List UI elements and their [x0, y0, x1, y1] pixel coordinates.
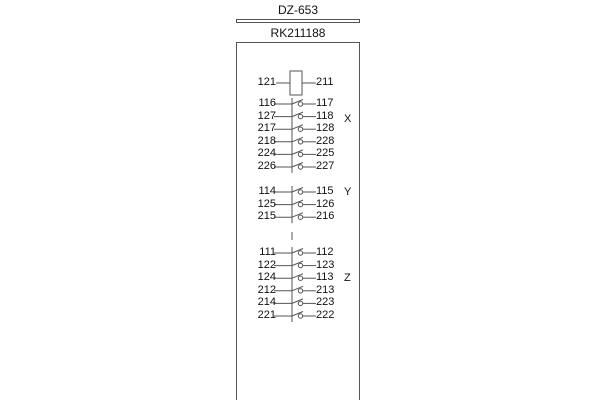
- contact-right-terminal-label: 228: [316, 134, 335, 147]
- contact-node: [298, 314, 302, 318]
- contact-left-terminal-label: 114: [258, 185, 276, 197]
- contact-node: [298, 215, 302, 219]
- contact-right-terminal-label: 115: [316, 185, 334, 197]
- contact-left-terminal-label: 218: [257, 134, 276, 147]
- serial-label: RK211188: [236, 22, 360, 43]
- contact-right-terminal-label: 112: [316, 246, 334, 258]
- contact-right-terminal-label: 227: [316, 160, 335, 172]
- contact-left-terminal-label: 116: [258, 97, 276, 109]
- contact-right-terminal-label: 117: [316, 97, 334, 109]
- contact-right-terminal-label: 113: [316, 271, 334, 284]
- contact-node: [298, 152, 302, 156]
- contact-node: [298, 289, 302, 293]
- contact-right-terminal-label: 216: [316, 210, 335, 223]
- coil-left-terminal-label: 121: [257, 76, 276, 88]
- contact-left-terminal-label: 215: [257, 210, 276, 223]
- contact-left-terminal-label: 212: [257, 283, 276, 296]
- contact-left-terminal-label: 124: [257, 271, 276, 284]
- contact-left-terminal-label: 127: [257, 109, 276, 122]
- group-label-x: X: [344, 113, 352, 126]
- contact-node: [298, 301, 302, 305]
- contact-node: [298, 127, 302, 131]
- group-label-z: Z: [344, 272, 351, 285]
- contact-left-terminal-label: 111: [259, 246, 276, 258]
- contact-node: [298, 251, 302, 255]
- group-label-y: Y: [344, 186, 352, 198]
- contact-right-terminal-label: 118: [316, 109, 334, 122]
- contact-right-terminal-label: 128: [316, 122, 335, 135]
- coil-right-terminal-label: 211: [316, 76, 334, 88]
- contact-node: [298, 202, 302, 206]
- contact-right-terminal-label: 222: [316, 309, 335, 321]
- contact-node: [298, 102, 302, 106]
- contact-left-terminal-label: 217: [257, 122, 276, 135]
- model-label: DZ-653: [236, 0, 360, 20]
- contact-left-terminal-label: 122: [257, 258, 276, 271]
- contact-node: [298, 140, 302, 144]
- contact-left-terminal-label: 226: [257, 160, 276, 172]
- contact-node: [298, 190, 302, 194]
- contact-right-terminal-label: 225: [316, 147, 335, 160]
- contact-right-terminal-label: 213: [316, 283, 335, 296]
- contact-left-terminal-label: 224: [257, 147, 276, 160]
- contact-left-terminal-label: 221: [257, 309, 276, 321]
- contact-left-terminal-label: 125: [257, 197, 276, 210]
- contact-node: [298, 263, 302, 267]
- coil-body: [290, 71, 302, 95]
- contact-right-terminal-label: 123: [316, 258, 335, 271]
- contact-node: [298, 114, 302, 118]
- contact-right-terminal-label: 126: [316, 197, 335, 210]
- contact-right-terminal-label: 223: [316, 296, 335, 309]
- contact-left-terminal-label: 214: [257, 296, 276, 309]
- contact-node: [298, 276, 302, 280]
- contact-node: [298, 165, 302, 169]
